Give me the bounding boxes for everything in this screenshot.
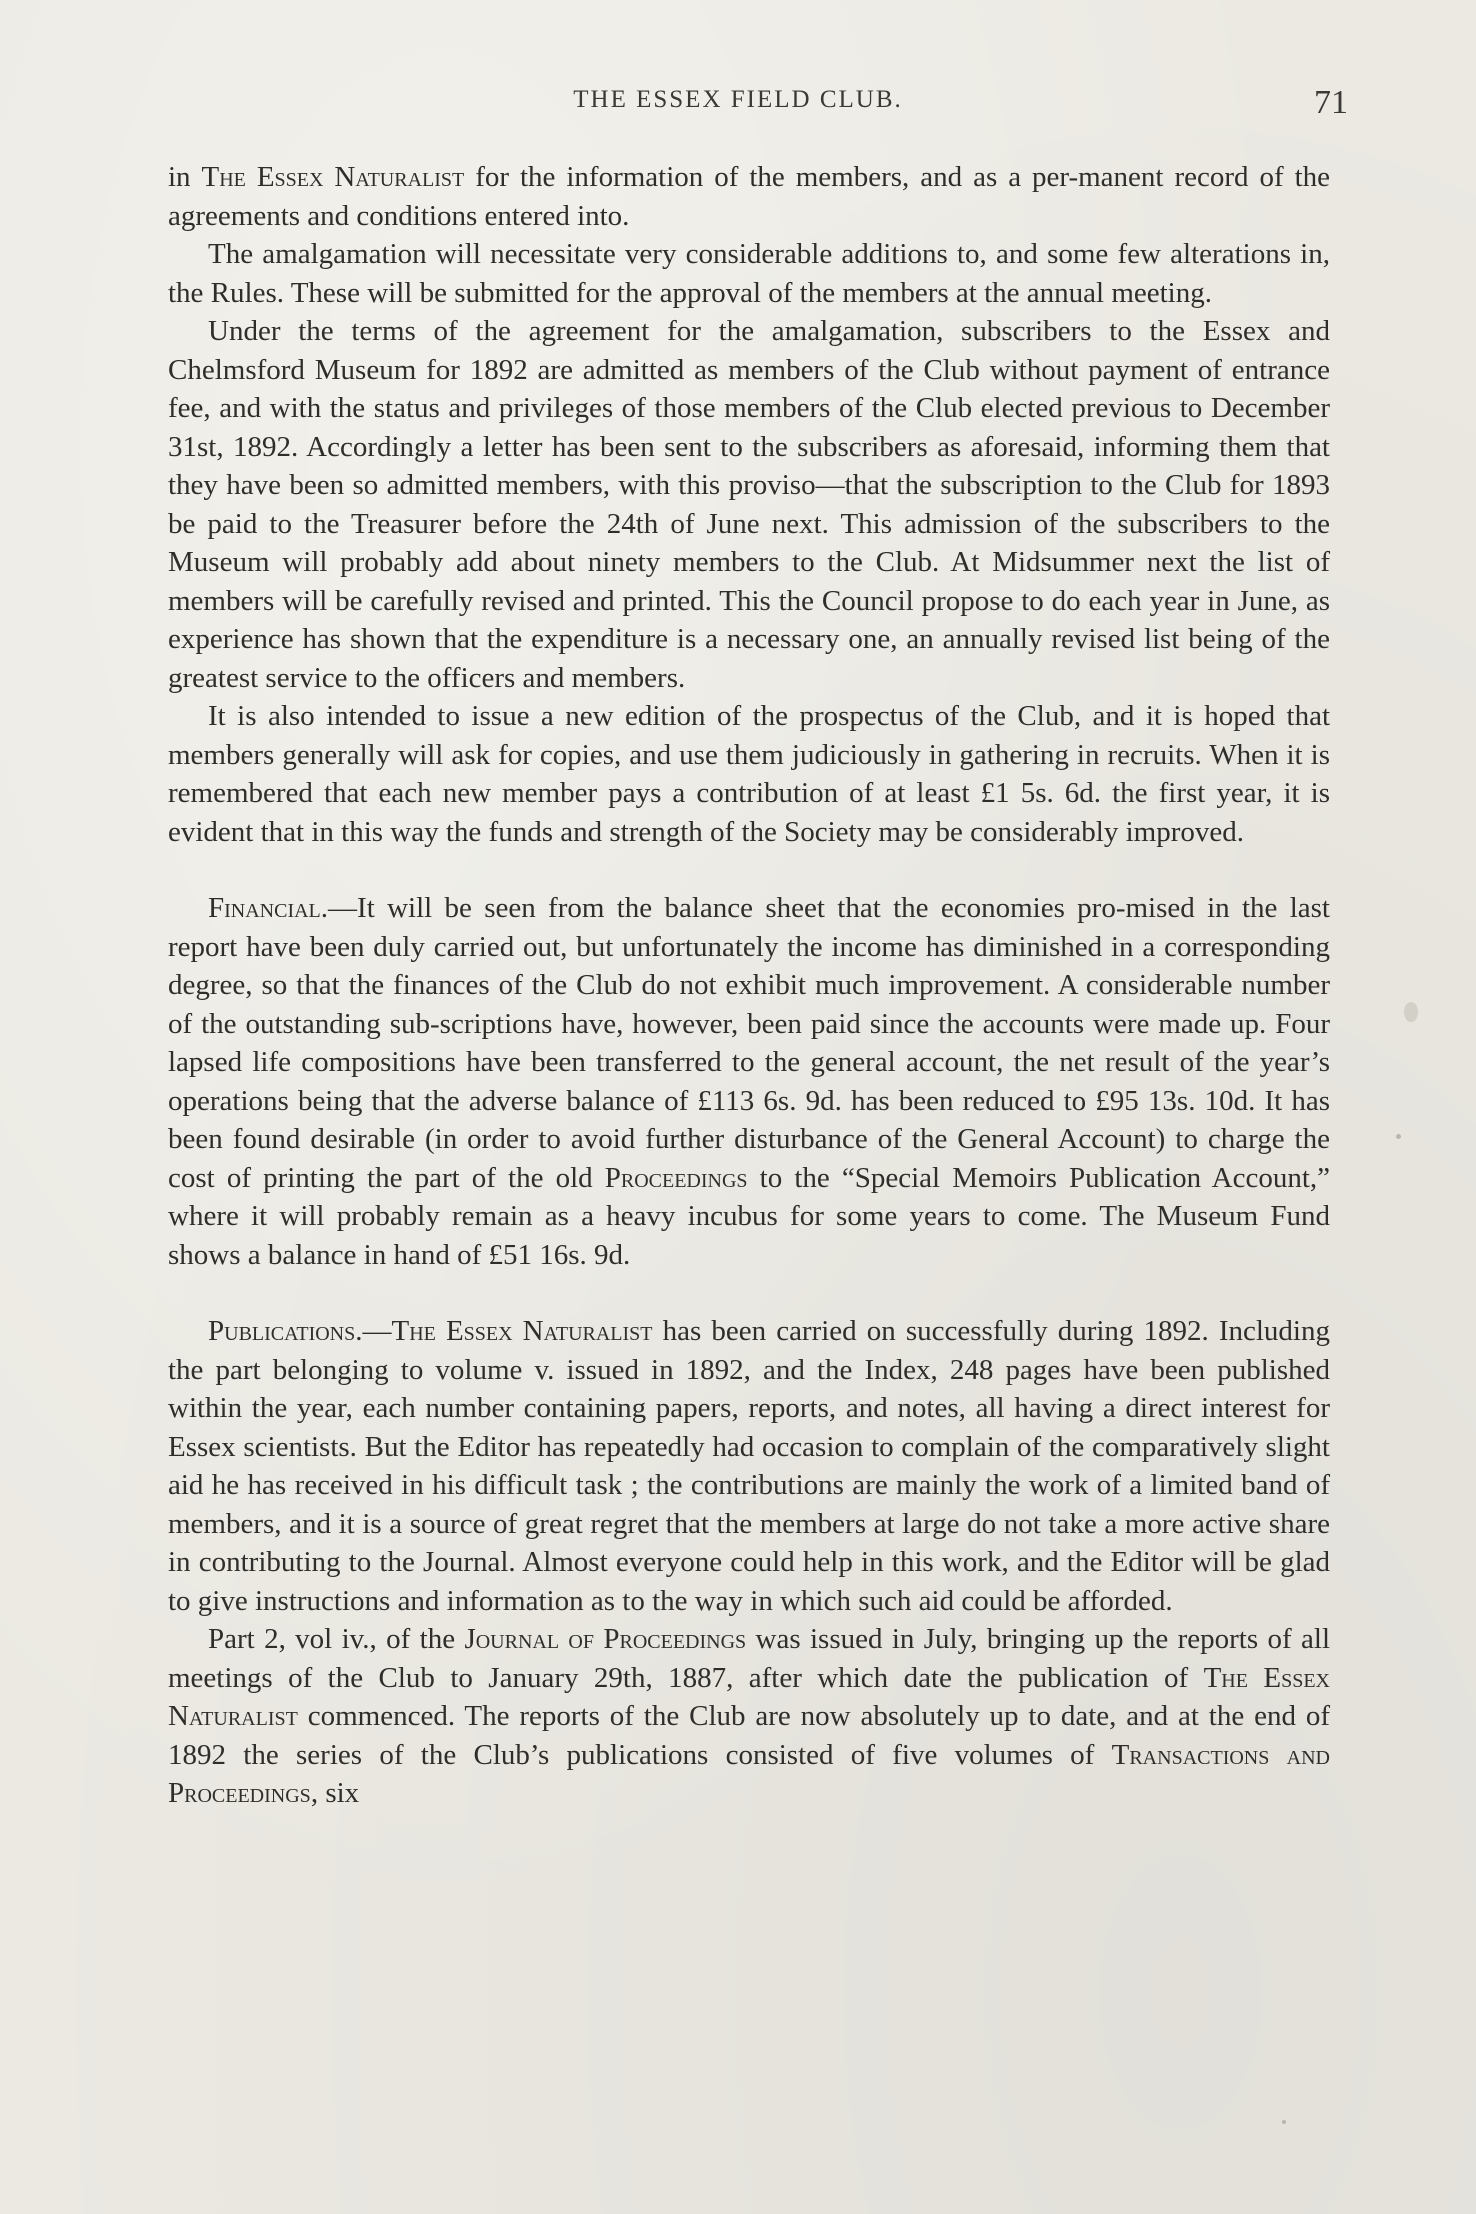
text-run: It is also intended to issue a new edition of the prospectus of the Club, and it is hoped that members generally will ask for copies, and use them judiciously in gathering in recruits. When it is remembered that each new member pays a contribution of at least £1 5s. 6d. the first year, it is evident that in this way the funds and strength of the Society may be considerably improved. xyxy=(168,700,1330,848)
text-run: was issued in July, bringing up the reports of all meetings of the Club to January 29th, 1887, after which date the publication of xyxy=(168,1623,1330,1694)
text-run: The amalgamation will necessitate very considerable additions to, and some few alterations in, the Rules. These will be submitted for the approval of the members at the annual meeting. xyxy=(168,238,1330,309)
page-number: 71 xyxy=(1314,84,1348,121)
running-head: THE ESSEX FIELD CLUB. xyxy=(573,86,903,113)
small-caps-text: The Essex Naturalist xyxy=(201,161,465,193)
paragraph xyxy=(168,158,1330,235)
text-run: Part 2, vol iv., of the xyxy=(208,1623,465,1655)
paper-speck xyxy=(1396,1134,1401,1139)
paper-speck xyxy=(1282,2120,1286,2124)
section-paragraph xyxy=(168,1312,1330,1620)
text-run: —It will be seen from the balance sheet that the economies pro-mised in the last report have been duly carried out, but unfortunately the income has diminished in a corresponding degree, so that the finances of the Club do not exhibit much improvement. A considerable number of the outstanding sub-scriptions have, however, been paid since the accounts were made up. Four lapsed life compositions have been transferred to the general account, the net result of the year’s operations being that the adverse balance of £113 6s. 9d. has been reduced to £95 13s. 10d. It has been found desirable (in order to avoid further disturbance of the General Account) to charge the cost of printing the part of the old xyxy=(168,892,1330,1194)
small-caps-text: Financial. xyxy=(208,892,329,924)
section-paragraph xyxy=(168,889,1330,1274)
text-run: in xyxy=(168,161,202,193)
paragraph xyxy=(168,235,1330,312)
text-run: for the information of the members, and as a per-manent record of the agreements and conditions entered into. xyxy=(168,161,1330,232)
small-caps-text: The Essex Naturalist xyxy=(168,1661,1330,1732)
small-caps-text: The Essex Naturalist xyxy=(391,1315,653,1347)
small-caps-text: Journal of Proceedings xyxy=(464,1623,747,1655)
text-run: commenced. The reports of the Club are now absolutely up to date, and at the end of 1892 the series of the Club’s publications consisted of five volumes of xyxy=(168,1700,1330,1771)
text-run: to the “Special Memoirs Publication Account,” where it will probably remain as a heavy incubus for some years to come. The Museum Fund shows a balance in hand of £51 16s. 9d. xyxy=(168,1161,1330,1271)
text-run: Under the terms of the agreement for the amalgamation, subscribers to the Essex and Chelmsford Museum for 1892 are admitted as members of the Club without payment of entrance fee, and with the status and privileges of those members of the Club elected previous to December 31st, 1892. Accordingly a letter has been sent to the subscribers as aforesaid, informing them that they have been so admitted members, with this proviso—that the subscription to the Club for 1893 be paid to the Treasurer before the 24th of June next. This admission of the subscribers to the Museum will probably add about ninety members to the Club. At Midsummer next the list of members will be carefully revised and printed. This the Council propose to do each year in June, as experience has shown that the expenditure is a necessary one, an annually revised list being of the greatest service to the officers and members. xyxy=(168,315,1330,694)
paragraph xyxy=(168,1620,1330,1813)
paragraph xyxy=(168,312,1330,697)
paragraph xyxy=(168,697,1330,851)
text-run: — xyxy=(362,1315,392,1347)
text-run: , six xyxy=(310,1777,360,1809)
text-run: has been carried on successfully during 1892. Including the part belonging to volume v. issued in 1892, and the Index, 248 pages have been published within the year, each number containing papers, reports, and notes, all having a direct interest for Essex scientists. But the Editor has repeatedly had occasion to complain of the comparatively slight aid he has received in his difficult task ; the contributions are mainly the work of a limited band of members, and it is a source of great regret that the members at large do not take a more active share in contributing to the Journal. Almost everyone could help in this work, and the Editor will be glad to give instructions and information as to the way in which such aid could be afforded. xyxy=(168,1315,1330,1617)
small-caps-text: Proceedings xyxy=(604,1161,748,1194)
paper-speck xyxy=(1404,1002,1418,1022)
body-text xyxy=(168,158,1330,1813)
small-caps-text: Transactions and Proceedings xyxy=(168,1738,1330,1809)
small-caps-text: Publications. xyxy=(208,1315,363,1347)
